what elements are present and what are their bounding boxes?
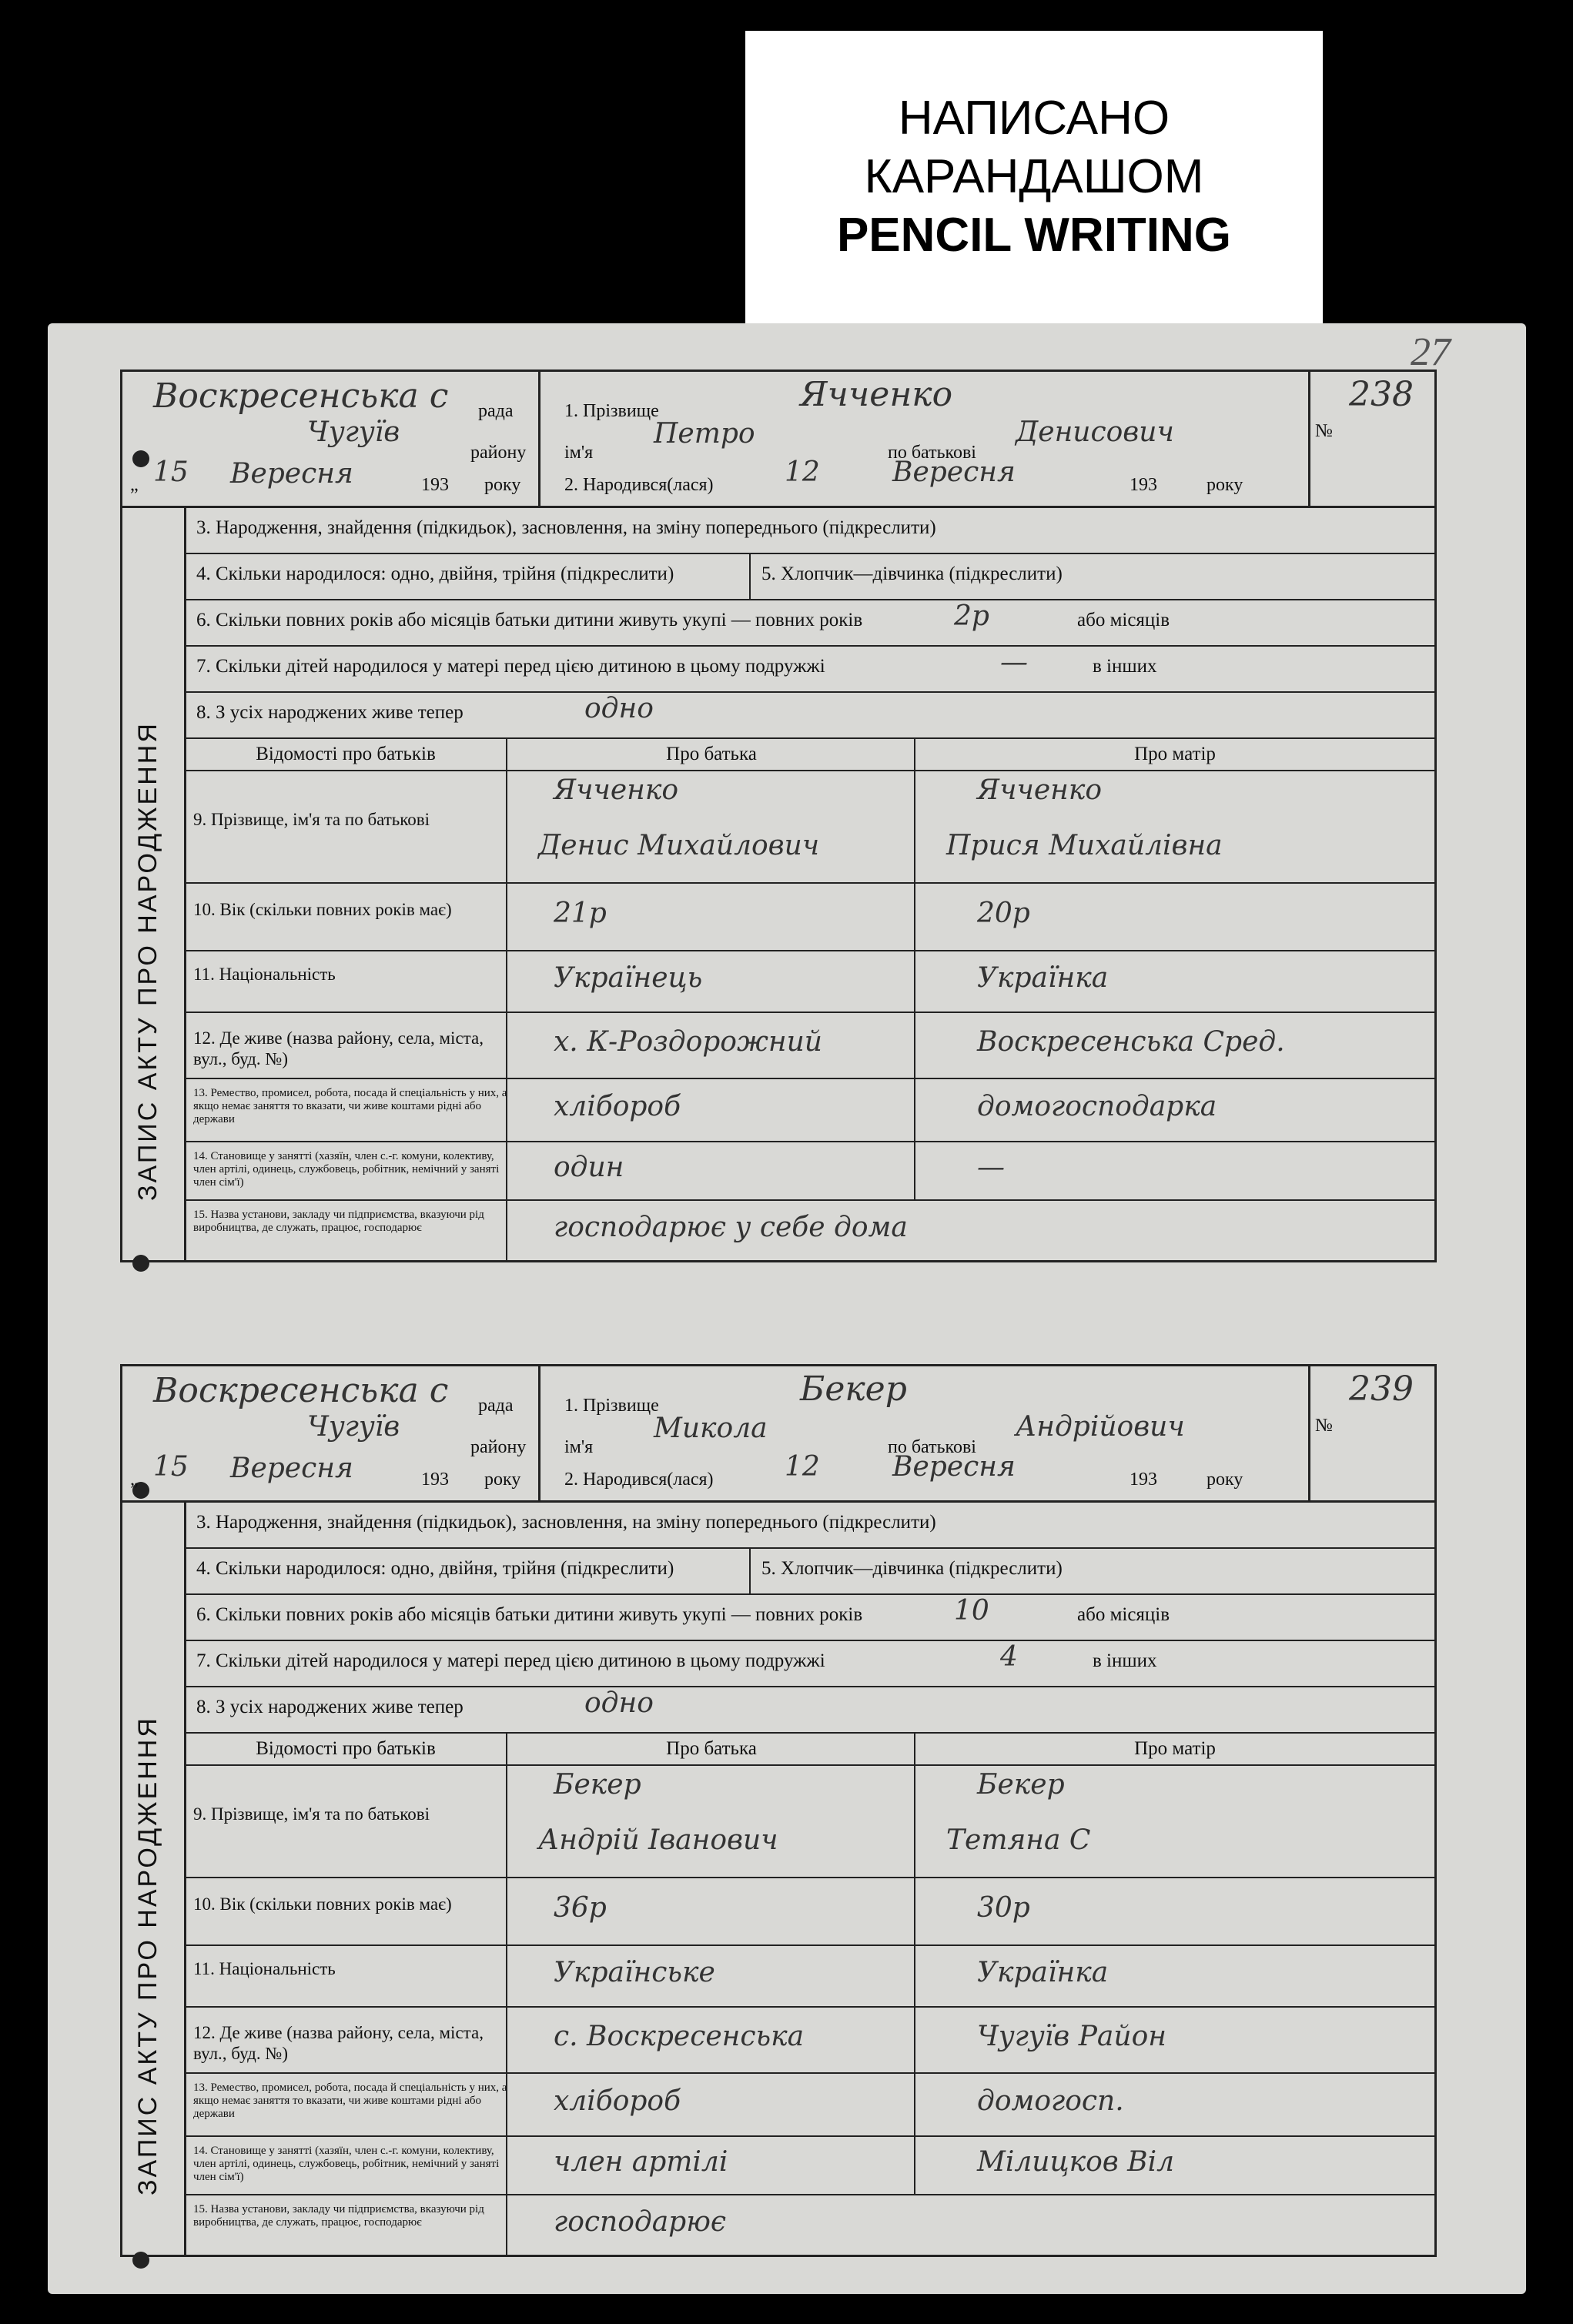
- hw-years-together: 10: [954, 1595, 989, 1627]
- row-f11-father: Українське: [507, 1946, 915, 2008]
- hw-children-before: —: [1000, 647, 1028, 678]
- hw-date-month: Вересня: [230, 458, 353, 490]
- row-f11-father: Українець: [507, 951, 915, 1013]
- row-f11-mother: Українка: [915, 1946, 1434, 2008]
- hw-born-day: 12: [785, 456, 820, 488]
- header-number: [1308, 372, 1437, 506]
- hw-surname: Бекер: [800, 1369, 907, 1409]
- row-f14-label: 14. Становище у занятті (хазяїн, член с.-г. комуни, колективу, член артілі, одинець, службовець, робітник, немічний у заняті член сім'ї): [184, 1142, 507, 1201]
- col-header-info: Відомості про батьків: [184, 739, 507, 771]
- row-f15-label: 15. Назва установи, закладу чи підприємства, вказуючи рід виробництва, де служать, працює, господарює: [184, 2195, 507, 2257]
- rok-label: року: [484, 475, 521, 495]
- rok-label: року: [484, 1470, 521, 1490]
- row-f13-father: хлібороб: [507, 1079, 915, 1142]
- birth-record-form: [120, 369, 1437, 1262]
- side-title: ЗАПИС АКТУ ПРО НАРОДЖЕННЯ: [133, 721, 162, 1201]
- label-line-2: КАРАНДАШОМ: [864, 150, 1204, 203]
- row-4-5: 4. Скільки народилося: одно, двійня, трійня (підкреслити) 5. Хлопчик—дівчинка (підкреслити): [184, 1549, 1434, 1595]
- row-f15-value: [507, 2195, 1434, 2257]
- row-f14-label: 14. Становище у занятті (хазяїн, член с.-г. комуни, колективу, член артілі, одинець, службовець, робітник, немічний у заняті член сім'ї): [184, 2137, 507, 2195]
- header-middle: [538, 372, 1308, 506]
- raion-label: району: [470, 443, 527, 463]
- col-header-father: Про батька: [507, 739, 915, 771]
- year-prefix: 193: [421, 1470, 449, 1490]
- row-f12-label: 12. Де живе (назва району, села, міста, вул., буд. №): [184, 2008, 507, 2074]
- year-prefix: 193: [421, 475, 449, 495]
- row-f12-father: с. Воскресенська: [507, 2008, 915, 2074]
- row-f13-father: хлібороб: [507, 2074, 915, 2137]
- year-prefix: 193: [1130, 475, 1157, 495]
- row-f15-label: 15. Назва установи, закладу чи підприємства, вказуючи рід виробництва, де служать, працює, господарює: [184, 1201, 507, 1262]
- surname-label: 1. Прізвище: [564, 1396, 659, 1416]
- hw-patronymic: Андрійович: [1016, 1411, 1185, 1443]
- record-body: [120, 508, 1437, 1262]
- label-line-3: PENCIL WRITING: [836, 209, 1232, 262]
- record-body: [120, 1503, 1437, 2257]
- header-left: Воскресенська с рада Чугуїв району „ 15 Вересня 193 року: [122, 372, 541, 506]
- row-f10-label: 10. Вік (скільки повних років має): [184, 884, 507, 951]
- label-line-1: НАПИСАНО: [898, 92, 1170, 145]
- row-7: 7. Скільки дітей народилося у матері перед цією дитиною в цьому подружжі 4 в інших: [184, 1641, 1434, 1687]
- record-header: [120, 369, 1437, 508]
- pencil-writing-label: [745, 31, 1323, 323]
- imya-label: ім'я: [564, 443, 594, 463]
- col-header-mother: Про матір: [915, 1734, 1434, 1766]
- row-f15-value: [507, 1201, 1434, 1262]
- row-f14-father: один: [507, 1142, 915, 1201]
- number-sign: №: [1315, 421, 1333, 441]
- hw-date-day: 15: [153, 1451, 189, 1483]
- row-f12-mother: Воскресенська Сред.: [915, 1013, 1434, 1079]
- hw-born-month: Вересня: [892, 1451, 1016, 1483]
- rada-label: рада: [478, 1396, 514, 1416]
- row-f10-mother: 30р: [915, 1878, 1434, 1946]
- row-6: 6. Скільки повних років або місяців батьки дитини живуть укупі — повних років 10 або місяців: [184, 1595, 1434, 1641]
- row-7: 7. Скільки дітей народилося у матері перед цією дитиною в цьому подружжі — в інших: [184, 647, 1434, 693]
- row-3: 3. Народження, знайдення (підкидьок), засновлення, на зміну попереднього (підкреслити): [184, 1503, 1434, 1549]
- col-header-info: Відомості про батьків: [184, 1734, 507, 1766]
- page-number: 27: [1411, 330, 1451, 374]
- row-3: 3. Народження, знайдення (підкидьок), засновлення, на зміну попереднього (підкреслити): [184, 508, 1434, 554]
- hw-born-month: Вересня: [892, 456, 1016, 488]
- hw-workplace: господарює: [554, 2206, 727, 2238]
- header-number: [1308, 1366, 1437, 1500]
- row-f14-mother: —: [915, 1142, 1434, 1201]
- hw-surname: Ячченко: [800, 375, 953, 414]
- row-f9-label: 9. Прізвище, ім'я та по батькові: [184, 1766, 507, 1878]
- rok-label: року: [1207, 475, 1243, 495]
- row-f12-mother: Чугуїв Район: [915, 2008, 1434, 2074]
- row-f13-label: 13. Ремество, промисел, робота, посада й спеціальність у них, а якщо немає заняття то вказати, чи живе коштами рідні або держави: [184, 2074, 507, 2137]
- year-prefix: 193: [1130, 1470, 1157, 1490]
- record-header: [120, 1364, 1437, 1503]
- row-f13-mother: домогосп.: [915, 2074, 1434, 2137]
- row-f9-mother: Бекер Тетяна С: [915, 1766, 1434, 1878]
- hw-raion: Чугуїв: [307, 416, 400, 448]
- hw-patronymic: Денисович: [1016, 416, 1174, 448]
- row-f11-label: 11. Національність: [184, 1946, 507, 2008]
- hw-raion: Чугуїв: [307, 1411, 400, 1443]
- raion-label: району: [470, 1437, 527, 1457]
- hw-alive-now: одно: [584, 693, 654, 724]
- hw-years-together: 2р: [954, 600, 989, 632]
- hw-date-month: Вересня: [230, 1453, 353, 1484]
- birth-record-form: [120, 1364, 1437, 2257]
- row-f10-mother: 20р: [915, 884, 1434, 951]
- rada-label: рада: [478, 401, 514, 421]
- row-f14-mother: Мілицков Віл: [915, 2137, 1434, 2195]
- hw-record-number: 238: [1349, 375, 1414, 414]
- row-f12-label: 12. Де живе (назва району, села, міста, вул., буд. №): [184, 1013, 507, 1079]
- hw-born-day: 12: [785, 1451, 820, 1483]
- side-panel: [122, 508, 186, 1262]
- po-batkovi-label: по батькові: [888, 443, 976, 463]
- header-left: Воскресенська с рада Чугуїв району „ 15 Вересня 193 року: [122, 1366, 541, 1500]
- imya-label: ім'я: [564, 1437, 594, 1457]
- col-header-mother: Про матір: [915, 739, 1434, 771]
- po-batkovi-label: по батькові: [888, 1437, 976, 1457]
- surname-label: 1. Прізвище: [564, 401, 659, 421]
- hw-name: Петро: [654, 418, 755, 450]
- row-f9-label: 9. Прізвище, ім'я та по батькові: [184, 771, 507, 884]
- col-header-father: Про батька: [507, 1734, 915, 1766]
- hw-children-before: 4: [1000, 1641, 1018, 1673]
- row-f13-mother: домогосподарка: [915, 1079, 1434, 1142]
- row-f9-father: Бекер Андрій Іванович: [507, 1766, 915, 1878]
- row-f10-label: 10. Вік (скільки повних років має): [184, 1878, 507, 1946]
- row-4-5: 4. Скільки народилося: одно, двійня, трійня (підкреслити) 5. Хлопчик—дівчинка (підкреслити): [184, 554, 1434, 600]
- side-title: ЗАПИС АКТУ ПРО НАРОДЖЕННЯ: [133, 1716, 162, 2195]
- rok-label: року: [1207, 1470, 1243, 1490]
- row-f14-father: член артілі: [507, 2137, 915, 2195]
- born-label: 2. Народився(лася): [564, 1470, 714, 1490]
- row-f11-mother: Українка: [915, 951, 1434, 1013]
- row-f13-label: 13. Ремество, промисел, робота, посада й спеціальність у них, а якщо немає заняття то вказати, чи живе коштами рідні або держави: [184, 1079, 507, 1142]
- born-label: 2. Народився(лася): [564, 475, 714, 495]
- row-f9-father: Ячченко Денис Михайлович: [507, 771, 915, 884]
- number-sign: №: [1315, 1416, 1333, 1436]
- hw-record-number: 239: [1349, 1369, 1414, 1409]
- hw-rada: Воскресенська с: [153, 1371, 449, 1410]
- row-f11-label: 11. Національність: [184, 951, 507, 1013]
- side-panel: [122, 1503, 186, 2257]
- row-f12-father: х. К-Роздорожний: [507, 1013, 915, 1079]
- row-f10-father: 21р: [507, 884, 915, 951]
- hw-rada: Воскресенська с: [153, 376, 449, 416]
- header-middle: [538, 1366, 1308, 1500]
- hw-workplace: господарює у себе дома: [554, 1212, 908, 1243]
- row-8: 8. З усіх народжених живе тепер одно: [184, 693, 1434, 739]
- row-f10-father: 36р: [507, 1878, 915, 1946]
- row-6: 6. Скільки повних років або місяців батьки дитини живуть укупі — повних років 2р або місяців: [184, 600, 1434, 647]
- hw-date-day: 15: [153, 456, 189, 488]
- row-8: 8. З усіх народжених живе тепер одно: [184, 1687, 1434, 1734]
- hw-name: Микола: [654, 1413, 768, 1444]
- hw-alive-now: одно: [584, 1687, 654, 1719]
- row-f9-mother: Ячченко Прися Михайлівна: [915, 771, 1434, 884]
